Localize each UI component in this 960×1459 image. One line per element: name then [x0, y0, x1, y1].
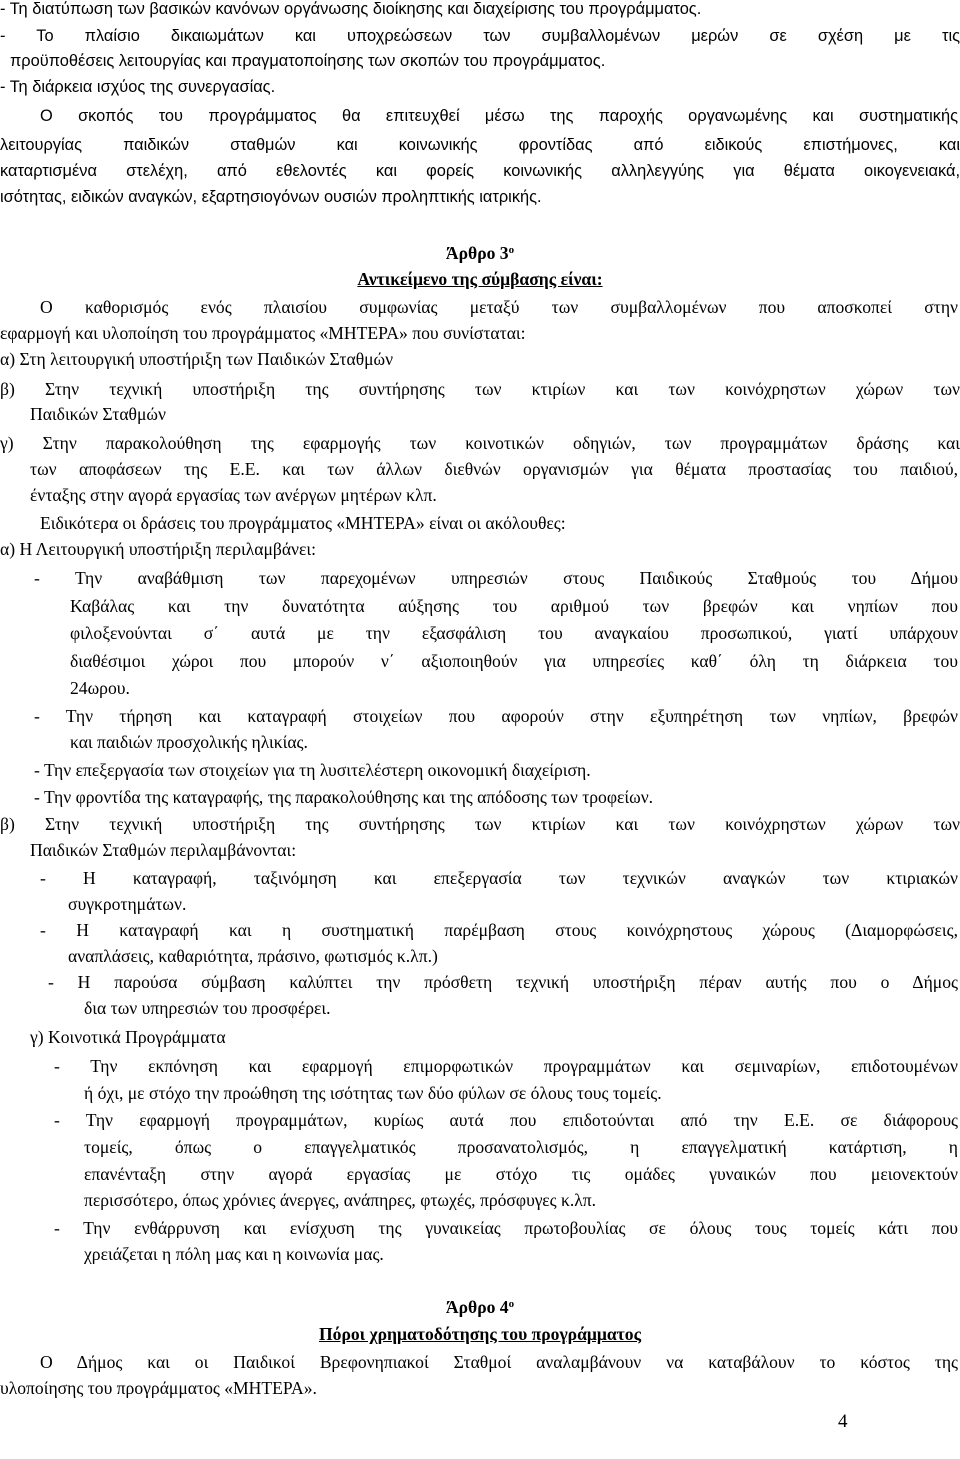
paragraph-line: καταρτισμένα στελέχη, από εθελοντές και φορείς κοινωνικής αλληλεγγύης για θέματα οικογενειακά,: [0, 162, 960, 180]
paragraph-line: λειτουργίας παιδικών σταθμών και κοινωνικής φροντίδας από ειδικούς επιστήμονες, και: [0, 136, 960, 154]
bullet-line: - Η καταγραφή και η συστηματική παρέμβαση στους κοινόχρηστους χώρους (Διαμορφώσεις,: [40, 920, 958, 940]
article-subtitle: Πόροι χρηματοδότησης του προγράμματος: [318, 1324, 642, 1344]
bullet-line: - Την τήρηση και καταγραφή στοιχείων που αφορούν στην εξυπηρέτηση των νηπίων, βρεφών: [34, 706, 958, 726]
list-item: β) Στην τεχνική υποστήριξη της συντήρησης των κτιρίων και των κοινόχρηστων χώρων των: [0, 379, 960, 399]
list-item: γ) Στην παρακολούθηση της εφαρμογής των κοινοτικών οδηγιών, των προγραμμάτων δράσης και: [0, 433, 960, 453]
bullet-line: - Τη διατύπωση των βασικών κανόνων οργάνωσης διοίκησης και διαχείρισης του προγράμματος.: [0, 0, 702, 18]
bullet-line: - Την ενθάρρυνση και ενίσχυση της γυναικείας πρωτοβουλίας σε όλους τους τομείς κάτι που: [54, 1218, 958, 1238]
text-line: φιλοξενούνται σ΄ αυτά με την εξασφάλιση του αναγκαίου προσωπικού, γιατί υπάρχουν: [70, 623, 958, 643]
list-item: γ) Κοινοτικά Προγράμματα: [30, 1027, 226, 1047]
paragraph-line: ισότητας, ειδικών αναγκών, εξαρτησιογόνων ουσιών προληπτικής ιατρικής.: [0, 188, 542, 206]
bullet-line: - Την εκπόνηση και εφαρμογή επιμορφωτικών προγραμμάτων και σεμιναρίων, επιδοτουμένων: [54, 1056, 958, 1076]
text-line: υλοποίησης του προγράμματος «ΜΗΤΕΡΑ».: [0, 1378, 317, 1398]
text-line: ένταξης στην αγορά εργασίας των ανέργων μητέρων κλπ.: [30, 485, 437, 505]
paragraph-line: Ο σκοπός του προγράμματος θα επιτευχθεί μέσω της παροχής οργανωμένης και συστηματικής: [40, 107, 958, 125]
bullet-line: - Η καταγραφή, ταξινόμηση και επεξεργασία των τεχνικών αναγκών των κτιριακών: [40, 868, 958, 888]
text-line: τομείς, όπως ο επαγγελματικός προσανατολισμός, η επαγγελματική κατάρτιση, η: [84, 1137, 958, 1157]
text-line: επανένταξη στην αγορά εργασίας με στόχο τις ομάδες γυναικών που μειονεκτούν: [84, 1164, 958, 1184]
text-line: περισσότερο, όπως χρόνιες άνεργες, ανάπηρες, φτωχές, πρόσφυγες κ.λπ.: [84, 1190, 597, 1210]
bullet-line: - Η παρούσα σύμβαση καλύπτει την πρόσθετη τεχνική υποστήριξη πέραν αυτής που ο Δήμος: [48, 972, 958, 992]
text-line: αναπλάσεις, καθαριότητα, πράσινο, φωτισμός κ.λπ.): [68, 946, 438, 966]
text-line: εφαρμογή και υλοποίηση του προγράμματος «ΜΗΤΕΡΑ» που συνίσταται:: [0, 323, 526, 343]
list-item: α) Στη λειτουργική υποστήριξη των Παιδικών Σταθμών: [0, 349, 394, 369]
list-item: β) Στην τεχνική υποστήριξη της συντήρησης των κτιρίων και των κοινόχρηστων χώρων των: [0, 814, 960, 834]
text-line: ή όχι, με στόχο την προώθηση της ισότητας των δύο φύλων σε όλους τους τομείς.: [84, 1083, 662, 1103]
bullet-line: - Την φροντίδα της καταγραφής, της παρακολούθησης και της απόδοσης των τροφείων.: [34, 787, 654, 807]
text-line: Ο Δήμος και οι Παιδικοί Βρεφονηπιακοί Σταθμοί αναλαμβάνουν να καταβάλουν το κόστος της: [40, 1352, 958, 1372]
text-line: Παιδικών Σταθμών: [30, 404, 166, 424]
text-line: Παιδικών Σταθμών περιλαμβάνονται:: [30, 840, 297, 860]
list-item: α) Η Λειτουργική υποστήριξη περιλαμβάνει:: [0, 539, 317, 559]
bullet-line: - Τη διάρκεια ισχύος της συνεργασίας.: [0, 78, 276, 96]
text-line: δια των υπηρεσιών του προσφέρει.: [84, 998, 331, 1018]
text-line: συγκροτημάτων.: [68, 894, 187, 914]
text-line: των αποφάσεων της Ε.Ε. και των άλλων διεθνών οργανισμών για θέματα προστασίας του παιδιού,: [30, 459, 958, 479]
page-number: 4: [838, 1411, 848, 1432]
text-line: Καβάλας και την δυνατότητα αύξησης του αριθμού των βρεφών και νηπίων που: [70, 596, 958, 616]
text-line: χρειάζεται η πόλη μας και η κοινωνία μας.: [84, 1244, 384, 1264]
bullet-line: - Το πλαίσιο δικαιωμάτων και υποχρεώσεων των συμβαλλομένων μερών σε σχέση με τις: [0, 27, 960, 45]
text-line: προϋποθέσεις λειτουργίας και πραγματοποίησης των σκοπών του προγράμματος.: [10, 52, 606, 70]
article-subtitle: Αντικείμενο της σύμβασης είναι:: [357, 269, 603, 289]
article-heading: Άρθρο $3^o$: [445, 243, 515, 263]
text-line: 24ωρου.: [70, 678, 130, 698]
text-line: Ο καθορισμός ενός πλαισίου συμφωνίας μεταξύ των συμβαλλομένων που αποσκοπεί στην: [40, 297, 958, 317]
text-line: Ειδικότερα οι δράσεις του προγράμματος «ΜΗΤΕΡΑ» είναι οι ακόλουθες:: [40, 513, 566, 533]
bullet-line: - Την αναβάθμιση των παρεχομένων υπηρεσιών στους Παιδικούς Σταθμούς του Δήμου: [34, 568, 958, 588]
text-line: και παιδιών προσχολικής ηλικίας.: [70, 732, 308, 752]
text-line: διαθέσιμοι χώροι που μπορούν ν΄ αξιοποιηθούν για υπηρεσίες καθ΄ όλη τη διάρκεια του: [70, 651, 958, 671]
article-heading: Άρθρο $4^o$: [445, 1297, 515, 1317]
bullet-line: - Την επεξεργασία των στοιχείων για τη λυσιτελέστερη οικονομική διαχείριση.: [34, 760, 591, 780]
bullet-line: - Την εφαρμογή προγραμμάτων, κυρίως αυτά που επιδοτούνται από την Ε.Ε. σε διάφορους: [54, 1110, 958, 1130]
